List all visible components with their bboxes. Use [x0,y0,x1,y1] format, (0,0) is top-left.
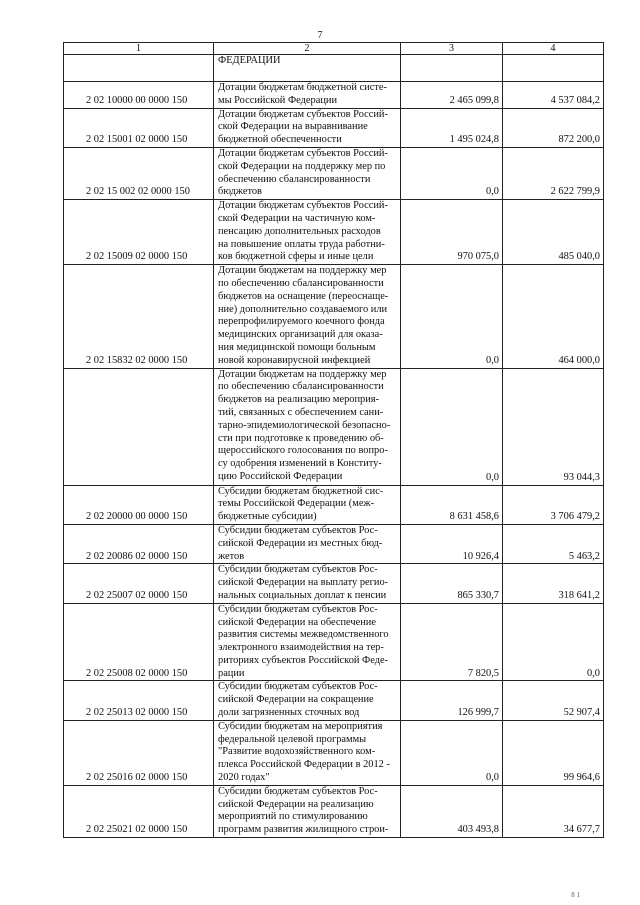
table-row [64,147,604,199]
page-number: 7 [317,30,323,41]
table-row [64,681,604,720]
column-header: 1 [64,43,214,55]
amount-2020-cell: 10 926,4 [401,524,503,563]
table-row [64,108,604,147]
amount-2021-cell: 485 040,0 [503,200,604,265]
description-cell: Дотации бюджетам субъектов Россий- ской Федерации на частичную ком- пенсацию дополнительных расходов на повышение оплаты труда работни- ков бюджетной сферы и иные цели [214,200,401,265]
description-cell: Субсидии бюджетам бюджетной сис- темы Российской Федерации (меж- бюджетные субсидии) [214,485,401,524]
footer-mark: 8 1 [571,891,580,899]
budget-code-cell [64,55,214,82]
amount-2020-cell: 1 495 024,8 [401,108,503,147]
budget-code-cell: 2 02 25016 02 0000 150 [64,720,214,785]
description-cell: Субсидии бюджетам субъектов Рос- сийской Федерации из местных бюд- жетов [214,524,401,563]
description-cell: Субсидии бюджетам субъектов Рос- сийской Федерации на реализацию мероприятий по стимулированию программ развития жилищного строи- [214,785,401,837]
column-number-row [64,43,604,55]
amount-2021-cell: 99 964,6 [503,720,604,785]
table-row [64,265,604,368]
amount-2021-cell: 318 641,2 [503,564,604,603]
budget-code-cell: 2 02 20086 02 0000 150 [64,524,214,563]
amount-2021-cell: 5 463,2 [503,524,604,563]
budget-code-cell: 2 02 25013 02 0000 150 [64,681,214,720]
table-row [64,524,604,563]
amount-2020-cell: 7 820,5 [401,603,503,681]
amount-2021-cell: 93 044,3 [503,368,604,485]
description-cell: Субсидии бюджетам субъектов Рос- сийской Федерации на выплату регио- нальных социальных доплат к пенсии [214,564,401,603]
budget-code-cell: 2 02 15009 02 0000 150 [64,200,214,265]
amount-2021-cell: 3 706 479,2 [503,485,604,524]
amount-2020-cell: 0,0 [401,147,503,199]
amount-2021-cell [503,55,604,82]
budget-code-cell: 2 02 25007 02 0000 150 [64,564,214,603]
budget-table [63,42,604,838]
table-row [64,785,604,837]
column-header: 2 [214,43,401,55]
amount-2021-cell: 464 000,0 [503,265,604,368]
budget-code-cell [64,368,214,485]
amount-2020-cell: 0,0 [401,265,503,368]
amount-2020-cell: 0,0 [401,720,503,785]
amount-2020-cell: 0,0 [401,368,503,485]
description-cell: Субсидии бюджетам субъектов Рос- сийской Федерации на сокращение доли загрязненных сточных вод [214,681,401,720]
description-cell: Дотации бюджетам бюджетной систе- мы Российской Федерации [214,82,401,109]
description-cell: Дотации бюджетам субъектов Россий- ской Федерации на выравнивание бюджетной обеспеченности [214,108,401,147]
table-row [64,55,604,82]
description-cell: Дотации бюджетам на поддержку мер по обеспечению сбалансированности бюджетов на оснащение (переоснаще- ние) дополнительно создаваемого или перепрофилируемого коечного фонда медицинских организаций для оказа- ния медицинской помощи больным новой коронавирусной инфекцией [214,265,401,368]
column-header: 4 [503,43,604,55]
amount-2020-cell: 970 075,0 [401,200,503,265]
budget-code-cell: 2 02 20000 00 0000 150 [64,485,214,524]
amount-2020-cell [401,55,503,82]
description-cell: Дотации бюджетам на поддержку мер по обеспечению сбалансированности бюджетов на реализацию мероприя- тий, связанных с обеспечением сани- тарно-эпидемиологической безопасно- сти при подготовке к проведению об- щероссийского голосования по вопро- су одобрения изменений в Конститу- цию Российской Федерации [214,368,401,485]
description-cell: ФЕДЕРАЦИИ [214,55,401,82]
table-row [64,564,604,603]
amount-2021-cell: 34 677,7 [503,785,604,837]
description-cell: Дотации бюджетам субъектов Россий- ской Федерации на поддержку мер по обеспечению сбалансированности бюджетов [214,147,401,199]
budget-code-cell: 2 02 10000 00 0000 150 [64,82,214,109]
budget-code-cell: 2 02 15001 02 0000 150 [64,108,214,147]
amount-2021-cell: 0,0 [503,603,604,681]
amount-2020-cell: 403 493,8 [401,785,503,837]
table-row [64,720,604,785]
amount-2021-cell: 52 907,4 [503,681,604,720]
amount-2020-cell: 2 465 099,8 [401,82,503,109]
amount-2020-cell: 865 330,7 [401,564,503,603]
table-row [64,200,604,265]
budget-code-cell: 2 02 15832 02 0000 150 [64,265,214,368]
amount-2021-cell: 2 622 799,9 [503,147,604,199]
budget-code-cell: 2 02 15 002 02 0000 150 [64,147,214,199]
amount-2020-cell: 126 999,7 [401,681,503,720]
table-row [64,485,604,524]
table-row [64,82,604,109]
amount-2021-cell: 872 200,0 [503,108,604,147]
table-row [64,603,604,681]
table-row [64,368,604,485]
description-cell: Субсидии бюджетам субъектов Рос- сийской Федерации на обеспечение развития системы межведомственного электронного взаимодействия на тер- риториях субъектов Российской Феде- рации [214,603,401,681]
amount-2020-cell: 8 631 458,6 [401,485,503,524]
amount-2021-cell: 4 537 084,2 [503,82,604,109]
description-cell: Субсидии бюджетам на мероприятия федеральной целевой программы "Развитие водохозяйственного ком- плекса Российской Федерации в 2012 - 2020 годах" [214,720,401,785]
budget-code-cell: 2 02 25021 02 0000 150 [64,785,214,837]
budget-code-cell: 2 02 25008 02 0000 150 [64,603,214,681]
column-header: 3 [401,43,503,55]
